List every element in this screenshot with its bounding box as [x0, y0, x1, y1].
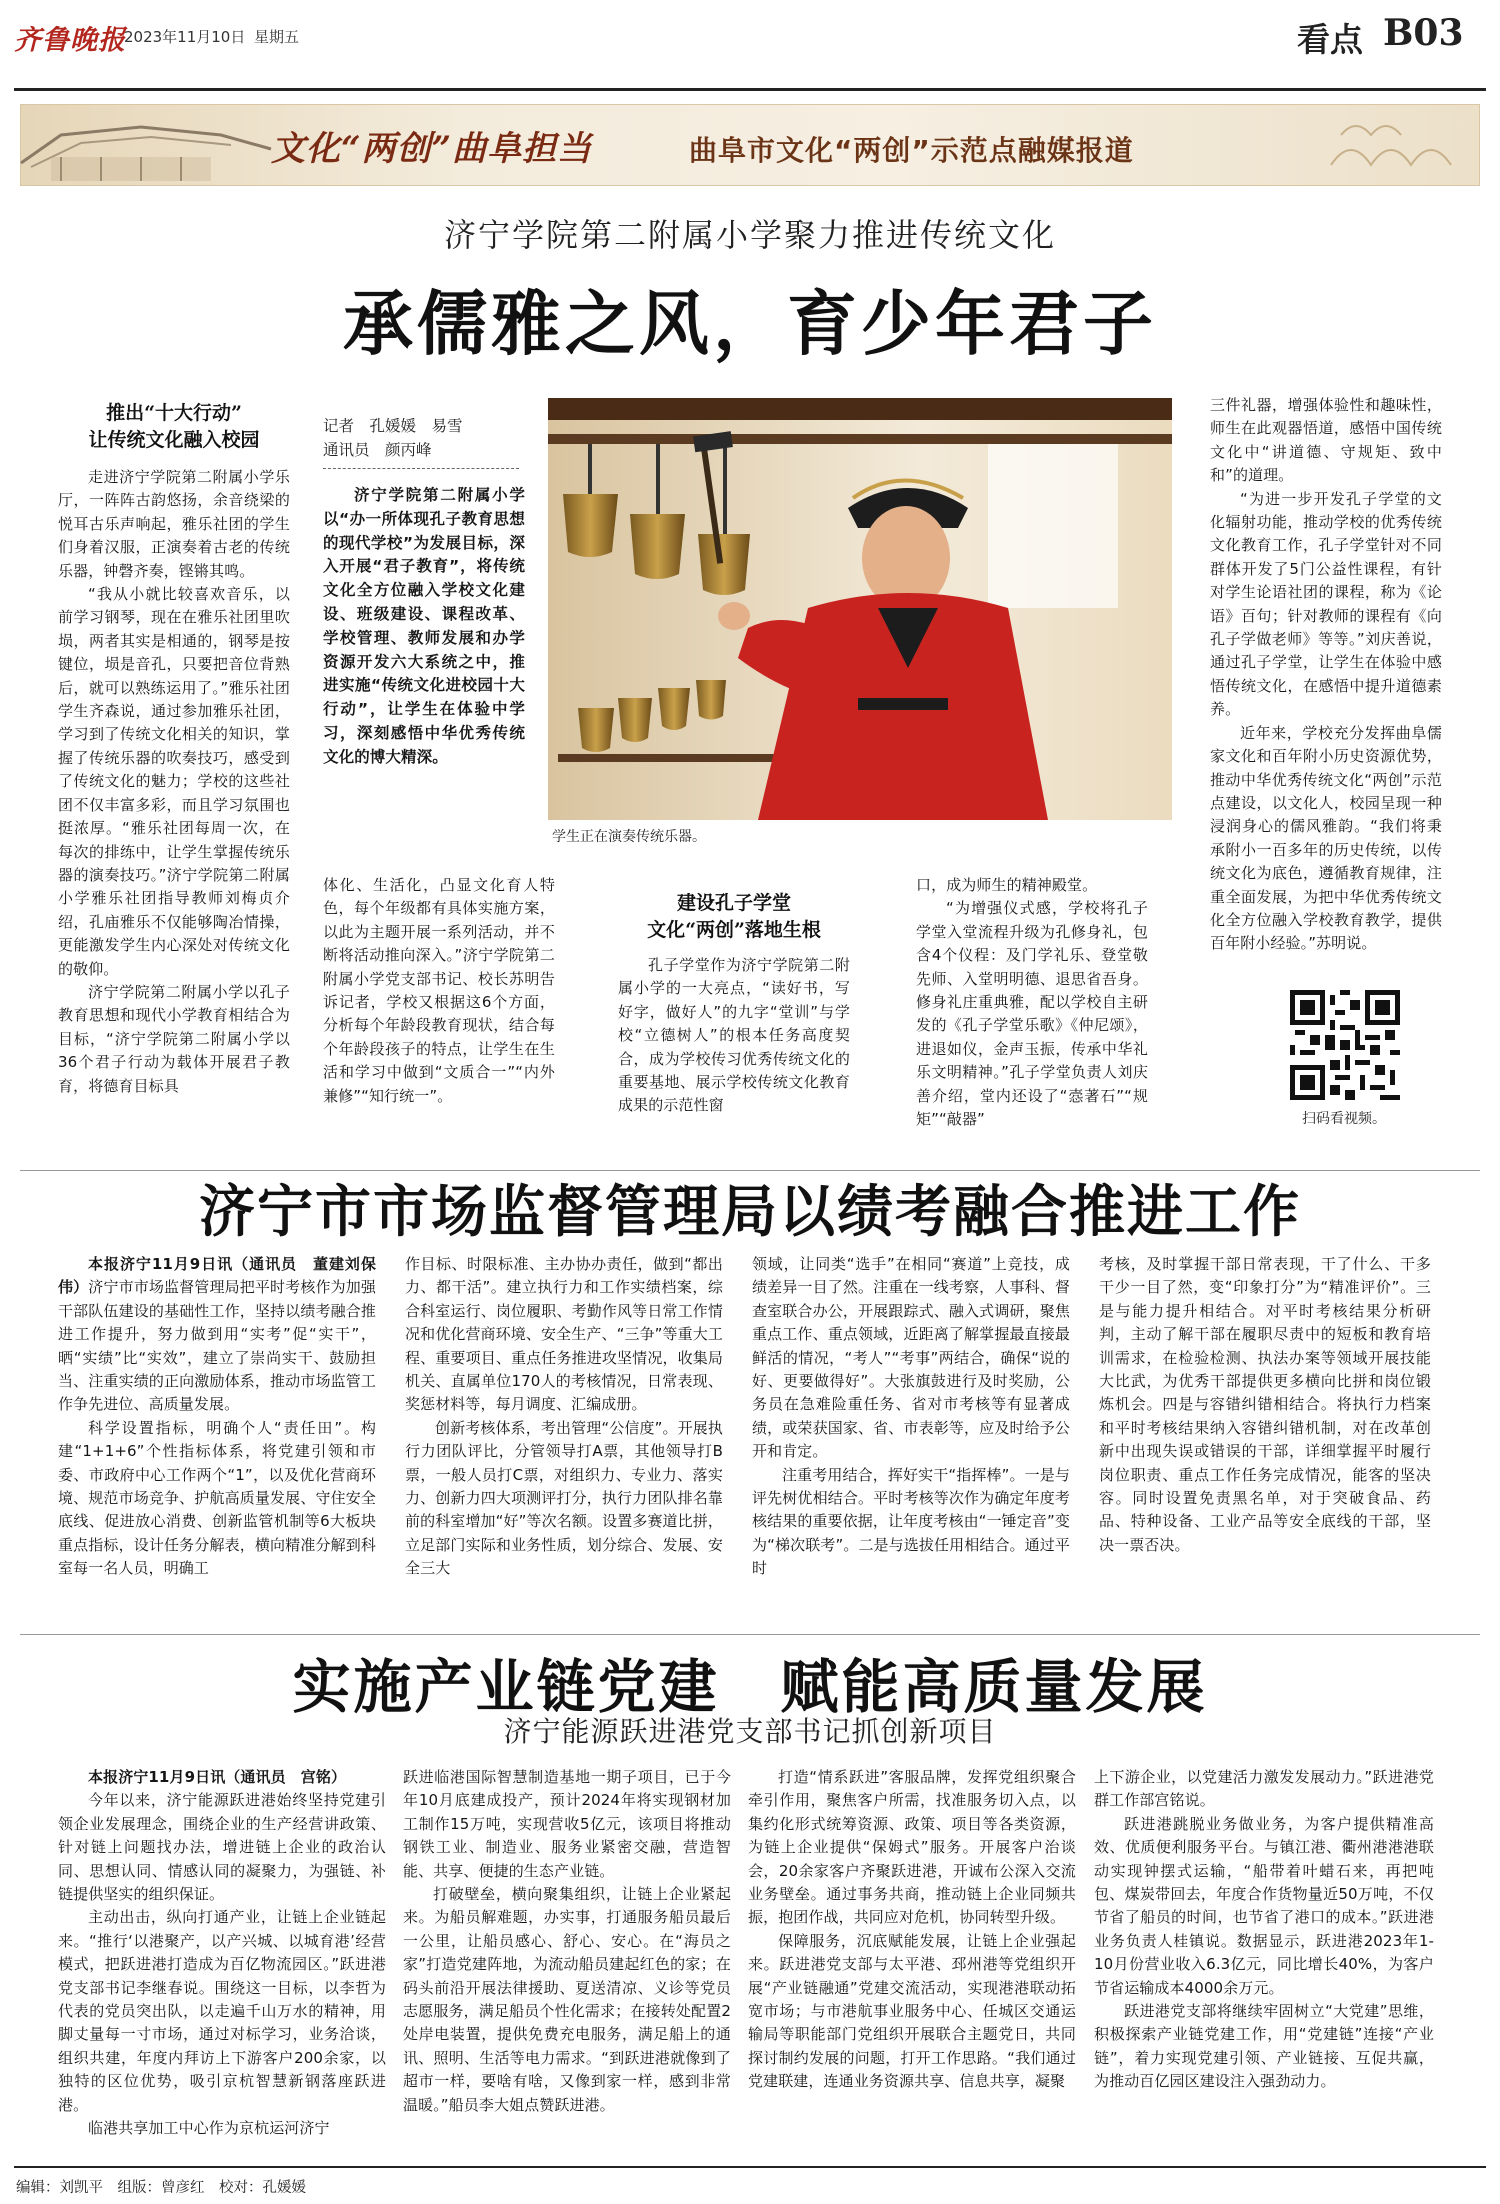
- banner-calligraphy: 文化“两创”曲阜担当: [271, 129, 593, 169]
- article3-col1: 本报济宁11月9日讯（通讯员 宫铭） 今年以来，济宁能源跃进港始终坚持党建引领企业发展理念，围绕企业的生产经营讲政策、针对链上问题找办法，增进链上企业的政治认同、思想认同、情感认同的凝聚力，为强链、补链提供坚实的组织保证。 主动出击，纵向打通产业，让链上企业链起来。“推行‘以港聚产，以产兴城、以城育港’经营模式，把跃进港打造成为百亿物流园区。”跃进港党支部书记李继春说。围绕这一目标，以李哲为代表的党员突出队，以走遍千山万水的精神，用脚丈量每一寸市场，通过对标学习，业务洽谈，组织共建，年度内拜访上下游客户200余家，以独特的区位优势，吸引京杭智慧新钢落座跃进港。 临港共享加工中心作为京杭运河济宁: [58, 1768, 386, 2138]
- section-divider: [20, 1634, 1480, 1635]
- qr-code-icon: [1290, 990, 1400, 1100]
- article3-headline: 实施产业链党建 赋能高质量发展: [292, 1653, 1208, 1721]
- article1-byline: [323, 414, 523, 469]
- issue-weekday: 星期五: [254, 28, 300, 46]
- article1-paragraph: 济宁学院第二附属小学以孔子教育思想和现代小学教育相结合为目标，“济宁学院第二附属小学以36个君子行动为载体开展君子教育，将德育目标具: [58, 982, 290, 1095]
- article1-headline: 承儒雅之风，育少年君子: [343, 282, 1157, 365]
- qr-caption: 扫码看视频。: [1302, 1111, 1386, 1127]
- byline-rule: [323, 468, 519, 469]
- article3-col2: 跃进临港国际智慧制造基地一期子项目，已于今年10月底建成投产，预计2024年将实现钢材加工制作15万吨，实现营收5亿元，该项目将推动钢铁工业、制造业、服务业紧密交融，营造智能、共享、便捷的生态产业链。 打破壁垒，横向聚集组织，让链上企业紧起来。为船员解难题，办实事，打通服务船员最后一公里，让船员感心、舒心、安心。在“海员之家”打造党建阵地，为流动船员建起红色的家；在码头前沿开展法律援助、夏送清凉、义诊等党员志愿服务，满足船员个性化需求；在接转处配置2处岸电装置，提供免费充电服务，满足船上的通讯、照明、生活等电力需求。“到跃进港就像到了超市一样，要啥有啥，又像到家一样，感到非常温暖。”船员李大姐点赞跃进港。: [403, 1768, 731, 2114]
- masthead-rule: [14, 88, 1486, 91]
- issue-date: 2023年11月10日: [124, 28, 246, 46]
- article1-kicker: 济宁学院第二附属小学聚力推进传统文化: [443, 216, 1056, 254]
- roof-illustration: [21, 105, 281, 187]
- banner-caption: 曲阜市文化“两创”示范点融媒报道: [689, 134, 1134, 167]
- photo-caption: 学生正在演奏传统乐器。: [552, 829, 706, 845]
- article2-headline: 济宁市市场监督管理局以绩考融合推进工作: [199, 1179, 1301, 1245]
- masthead: [0, 0, 1500, 92]
- article2-col4: 考核，及时掌握干部日常表现，干了什么、干多干少一目了然，变“印象打分”为“精准评价”。三是与能力提升相结合。对平时考核结果分析研判，主动了解干部在履职尽责中的短板和教育培训需求，在检验检测、执法办案等领域开展技能大比武，为优秀干部提供更多横向比拼和岗位锻炼机会。四是与容错纠错相结合。将执行力档案和平时考核结果纳入容错纠错机制，对在改革创新中出现失误或错误的干部，详细掌握平时履行岗位职责、重点工作任务完成情况，能客的坚决容。同时设置免责黑名单，对于突破食品、药品、特种设备、工业产品等安全底线的干部，坚决一票否决。: [1099, 1255, 1431, 1554]
- article1-paragraph: 走进济宁学院第二附属小学乐厅，一阵阵古韵悠扬，余音绕梁的悦耳古乐声响起，雅乐社团的学生们身着汉服，正演奏着古老的传统乐器，钟磬齐奏，铿锵其鸣。: [58, 468, 290, 580]
- article2-col3: 领域，让同类“选手”在相同“赛道”上竞技，成绩差异一目了然。注重在一线考察，人事科、督查室联合办公，开展跟踪式、融入式调研，聚焦重点工作、重点领域，近距离了解掌握最直接最鲜活的情况，“考人”“考事”两结合，确保“说的好、更要做得好”。大张旗鼓进行及时奖励，公务员在急难险重任务、省对市考核等有显著成绩，或荣获国家、省、市表彰等，应及时给予公开和肯定。 注重考用结合，挥好实干“指挥棒”。一是与评先树优相结合。平时考核等次作为确定年度考核结果的重要依据，让年度考核由“一锤定音”变为“梯次联考”。二是与选拔任用相结合。通过平时: [752, 1255, 1070, 1578]
- article1-col5: 三件礼器，增强体验性和趣味性，师生在此观器悟道，感悟中国传统文化中“讲道德、守规矩、致中和”的道理。 “为进一步开发孔子学堂的文化辐射功能，推动学校的优秀传统文化教育工作，孔子学堂针对不同群体开发了5门公益性课程，有针对学生论语社团的课程，称为《论语》百句；针对教师的课程有《向孔子学做老师》等等。”刘庆善说，通过孔子学堂，让学生在体验中感悟传统文化，在感悟中提升道德素养。 近年来，学校充分发挥曲阜儒家文化和百年附小历史资源优势，推动中华优秀传统文化“两创”示范点建设，以文化人，校园呈现一种浸润身心的儒风雅韵。“我们将秉承附小一百多年的历史传统，以传统文化为底色，遵循教育规律，注重全面发展，为把中华优秀传统文化全方位融入学校教育教学，提供百年附小经验。”苏明说。: [1210, 396, 1442, 953]
- article1-lede: 济宁学院第二附属小学以“办一所体现孔子教育思想的现代学校”为发展目标，深入开展“君子教育”，将传统文化全方位融入学校文化建设、班级建设、课程改革、学校管理、教师发展和办学资源开发六大系统之中，推进实施“传统文化进校园十大行动”，让学生在体验中学习，深刻感悟中华优秀传统文化的博大精深。: [323, 486, 525, 766]
- student-playing-bells-photo: [548, 398, 1172, 820]
- article1-col4: 口，成为师生的精神殿堂。 “为增强仪式感，学校将孔子学堂入堂流程升级为孔修身礼，包含4个仪程：及门学礼乐、登堂敬先师、入堂明明德、退思省吾身。修身礼庄重典雅，配以学校自主研发的《孔子学堂乐歌》《仲尼颂》，进退如仪，金声玉振，传承中华礼乐文明精神。”孔子学堂负责人刘庆善介绍，堂内还设了“悫著石”“规矩”“敲器”: [916, 876, 1148, 1129]
- section2-title-line1: 建设孔子学堂: [676, 892, 791, 914]
- article3-subhead: 济宁能源跃进港党支部书记抓创新项目: [503, 1715, 997, 1748]
- editor-credits: 编辑：刘凯平 组版：曾彦红 校对：孔媛媛: [16, 2180, 306, 2196]
- article3-col3: 打造“情系跃进”客服品牌，发挥党组织聚合牵引作用，聚焦客户所需，找准服务切入点，以集约化形式统筹资源、政策、项目等各类资源，为链上企业提供“保姆式”服务。开展客户治谈会，20余家客户齐聚跃进港，开诚布公深入交流业务壁垒。通过事务共商，推动链上企业同频共振，抱团作战，共同应对危机，协同转型升级。 保障服务，沉底赋能发展，让链上企业强起来。跃进港党支部与太平港、邳州港等党组织开展“产业链融通”党建交流活动，实现港港联动拓宽市场；与市港航事业服务中心、任城区交通运输局等职能部门党组织开展联合主题党日，共同探讨制约发展的问题，打开工作思路。“我们通过党建联建，连通业务资源共享、信息共享，凝聚: [748, 1768, 1076, 2091]
- byline-reporters: 记者 孔媛媛 易雪: [323, 417, 463, 435]
- article1-col1: [58, 400, 290, 1190]
- paper-logo: 齐鲁晚报: [14, 25, 126, 56]
- section-name: 看点: [1297, 20, 1363, 59]
- article1-photo: [548, 398, 1172, 820]
- article2-col2: 作目标、时限标准、主办协办责任，做到“都出力、都干活”。建立执行力和工作实绩档案，综合科室运行、岗位履职、考勤作风等日常工作情况和优化营商环境、安全生产、“三争”等重大工程、重要项目、重点任务推进攻坚情况，收集局机关、直属单位170人的考核情况，日常表现、奖惩材料等，每月调度、汇编成册。 创新考核体系，考出管理“公信度”。开展执行力团队评比，分管领导打A票，其他领导打B票，一般人员打C票，对组织力、专业力、落实力、创新力四大项测评打分，执行力团队排名靠前的科室增加“好”等次名额。设置多赛道比拼，立足部门实际和业务性质，划分综合、发展、安全三大: [405, 1255, 723, 1578]
- byline-correspondent: 通讯员 颜丙峰: [323, 441, 432, 459]
- article3-col4: 上下游企业，以党建活力激发发展动力。”跃进港党群工作部宫铭说。 跃进港跳脱业务做业务，为客户提供精准高效、优质便利服务平台。与镇江港、衢州港港港联动实现钟摆式运输，“船带着叶蜡石来，再把吨包、煤炭带回去，年度合作货物量近50万吨，不仅节省了船员的时间，也节省了港口的成本。”跃进港业务负责人桂镇说。数据显示，跃进港2023年1-10月份营业收入6.3亿元，同比增长40%，为客户节省运输成本4000余万元。 跃进港党支部将继续牢固树立“大党建”思维，积极探索产业链党建工作，用“党建链”连接“产业链”，着力实现党建引领、产业链接、互促共赢，为推动百亿园区建设注入强劲动力。: [1094, 1768, 1434, 2091]
- page-number: B03: [1383, 12, 1464, 54]
- article3-dateline: 本报济宁11月9日讯（通讯员 宫铭）: [88, 1768, 347, 1786]
- article1-col2: 体化、生活化，凸显文化育人特色，每个年级都有具体实施方案，以此为主题开展一系列活动，并不断将活动推向深入。”济宁学院第二附属小学党支部书记、校长苏明告诉记者，学校又根据这6个方面，分析每个年龄段教育现状，结合每个年龄段孩子的特点，让学生在生活和学习中做到“文质合一”“内外兼修”“知行统一”。: [323, 876, 555, 1105]
- article2-dateline: 本报济宁11月9日讯（通讯员 董建刘保伟）: [58, 1255, 376, 1297]
- cloud-pattern: [1321, 105, 1481, 187]
- topic-banner: [20, 104, 1480, 186]
- qr-code[interactable]: [1290, 990, 1400, 1100]
- article2-col1: 本报济宁11月9日讯（通讯员 董建刘保伟）济宁市市场监督管理局把平时考核作为加强干部队伍建设的基础性工作，坚持以绩考融合推进工作提升，努力做到用“实考”促“实干”，晒“实绩”比“实效”，建立了崇尚实干、鼓励担当、注重实绩的正向激励体系，推动市场监管工作争先进位、高质量发展。 科学设置指标，明确个人“责任田”。构建“1+1+6”个性指标体系，将党建引领和市委、市政府中心工作两个“1”，以及优化营商环境、规范市场竞争、护航高质量发展、守住安全底线、促进放心消费、创新监管机制等6大板块重点指标，设计任务分解表，横向精准分解到科室每一名人员，明确工: [58, 1255, 377, 1578]
- article1-col3: 建设孔子学堂 文化“两创”落地生根 孔子学堂作为济宁学院第二附属小学的一大亮点，“读好书，写好字，做好人”的九字“堂训”与学校“立德树人”的根本任务高度契合，成为学校传习优秀传统文化的重要基地、展示学校传统文化教育成果的示范性窗: [618, 892, 850, 1115]
- section1-title-line1: 推出“十大行动”: [106, 402, 242, 424]
- section1-title-line2: 让传统文化融入校园: [88, 429, 260, 451]
- footer-rule: [14, 2166, 1486, 2168]
- section2-title-line2: 文化“两创”落地生根: [647, 919, 821, 941]
- article1-paragraph: “我从小就比较喜欢音乐，以前学习钢琴，现在在雅乐社团里吹埙，两者其实是相通的，钢琴是按键位，埙是音孔，只要把音位背熟后，就可以熟练运用了。”雅乐社团学生齐森说，通过参加雅乐社团，学习到了传统文化相关的知识，掌握了传统乐器的吹奏技巧，感受到了传统文化的魅力；学校的这些社团不仅丰富多彩，而且学习氛围也挺浓厚。“雅乐社团每周一次，在每次的排练中，让学生掌握传统乐器的演奏技巧。”济宁学院第二附属小学雅乐社团指导教师刘梅贞介绍，孔庙雅乐不仅能够陶冶情操，更能激发学生内心深处对传统文化的敬仰。: [58, 585, 290, 978]
